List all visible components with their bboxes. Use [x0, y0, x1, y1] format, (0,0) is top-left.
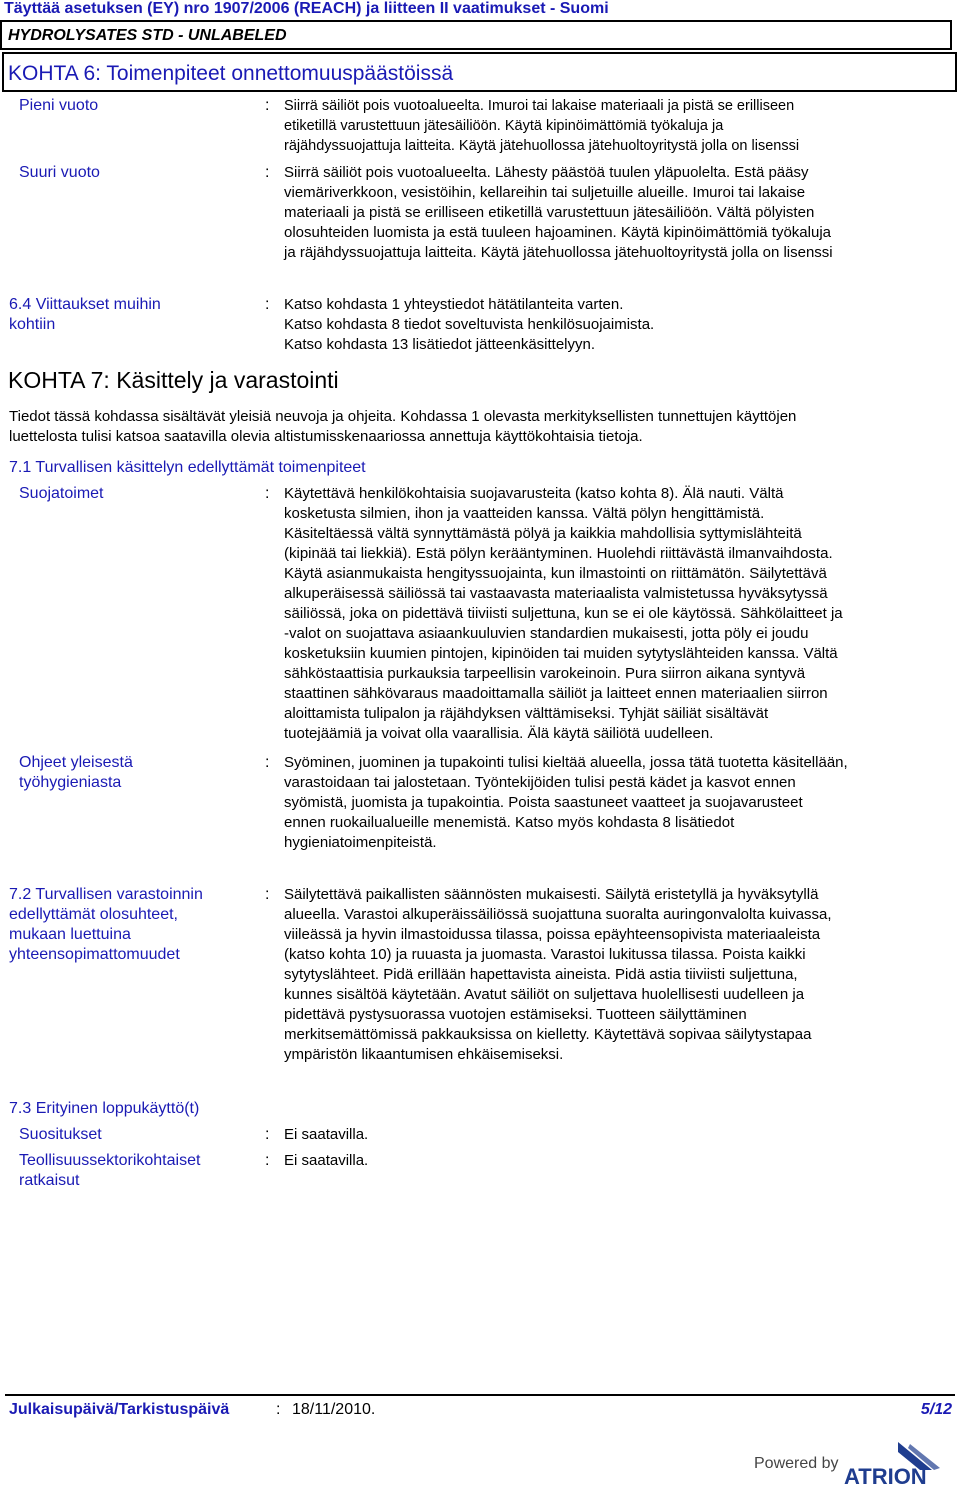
- industry-solutions-label: [19, 1151, 200, 1191]
- hygiene-label: [19, 753, 133, 793]
- large-spill-label: Suuri vuoto: [19, 164, 100, 181]
- storage-conditions-label: [9, 885, 203, 965]
- text-line: -valot on suojattava asiaankuuluvien standardien mukaisesti, jotta pöly ei joudu: [284, 625, 809, 642]
- text-line: Säilytettävä paikallisten säännösten mukaisesti. Säilytä eristetyllä ja hyväksytyllä: [284, 886, 819, 903]
- protective-measures-label: Suojatoimet: [19, 485, 104, 502]
- text-line: Tiedot tässä kohdassa sisältävät yleisiä neuvoja ja ohjeita. Kohdassa 1 olevasta merkityksellisten tunnettujen käyttöjen: [9, 408, 797, 425]
- text-line: Syöminen, juominen ja tupakointi tulisi kieltää alueella, jossa tätä tuotetta käsitellään,: [284, 754, 848, 771]
- industry-label-line: Teollisuussektorikohtaiset: [19, 1152, 201, 1169]
- section-6-title: KOHTA 6: Toimenpiteet onnettomuuspäästöissä: [8, 62, 454, 85]
- section-7-title: KOHTA 7: Käsittely ja varastointi: [8, 367, 339, 393]
- text-line: tuotejäämiä ja voivat olla vaarallisia. Älä käytä säiliötä uudelleen.: [284, 725, 714, 742]
- hygiene-label-line: työhygieniasta: [19, 774, 122, 791]
- text-line: ja räjähdyssuojattuja laitteita. Käytä jätehuollossa jätehuoltoyritystä jolla on lisenssi: [284, 244, 833, 261]
- text-line: viileässä ja hyvin ilmastoidussa tilassa, poissa epäyhteensopivista materiaaleista: [284, 926, 821, 943]
- product-name-banner: HYDROLYSATES STD - UNLABELED: [0, 20, 952, 50]
- text-line: syömistä, juomista ja tupakointia. Poista saastuneet vaatteet ja suojavarusteet: [284, 794, 803, 811]
- industry-label-line: ratkaisut: [19, 1172, 80, 1189]
- atrion-logo: [840, 1440, 955, 1490]
- text-line: räjähdyssuojattuja laitteita. Käytä jätehuollossa jätehuoltoyritystä jolla on lisenssi: [284, 138, 800, 154]
- small-spill-colon: :: [265, 97, 270, 114]
- footer-colon: :: [276, 1401, 281, 1418]
- document-regulation-title: Täyttää asetuksen (EY) nro 1907/2006 (REACH) ja liitteen II vaatimukset - Suomi: [0, 0, 960, 20]
- text-line: ennen ruokailualueille menemistä. Katso myös kohdasta 8 lisätiedot: [284, 814, 735, 831]
- text-line: ympäristön likaantumisen ehkäisemiseksi.: [284, 1046, 564, 1063]
- text-line: Siirrä säiliöt pois vuotoalueelta. Lähesty päästöä tuulen yläpuolelta. Estä pääsy: [284, 164, 809, 181]
- powered-by-text: Powered by: [754, 1455, 839, 1472]
- text-line: pidettävä pystysuorassa vuotojen estämiseksi. Tuotteen säilyttäminen: [284, 1006, 747, 1023]
- protective-measures-text: [284, 484, 954, 744]
- storage-conditions-text: [284, 885, 954, 1065]
- text-line: merkitsemättömissä pakkauksissa on kielletty. Käytettävä sopivaa säilytystapaa: [284, 1026, 812, 1043]
- recommendations-label: Suositukset: [19, 1126, 102, 1143]
- page-number: 5/12: [920, 1401, 952, 1418]
- large-spill-colon: :: [265, 164, 270, 181]
- text-line: kosketuksiin kuumien pintojen, kipinöiden tai muiden sytytyslähteiden kanssa. Vältä: [284, 645, 838, 662]
- text-line: (katso kohta 10) ja ruuasta ja juomasta. Varastoi lukitussa tilassa. Poista kaikki: [284, 946, 806, 963]
- references-label: [9, 295, 161, 335]
- text-line: etiketillä varustettuun jätesäiliöön. Käytä kipinöimättömiä työkaluja ja: [284, 118, 724, 134]
- text-line: olosuhteiden luomista ja estä tuuleen hajoaminen. Käytä kipinöimättömiä työkaluja: [284, 224, 831, 241]
- text-line: kosketusta silmien, ihon ja vaatteiden kanssa. Vältä pölyn hengittämistä.: [284, 505, 765, 522]
- text-line: viemäriverkkoon, vesistöihin, kellareihin tai suljetuille alueille. Imuroi tai lakaise: [284, 184, 806, 201]
- text-line: säiliössä, joka on pidettävä tiiviisti suljettuna, kun se ei ole käytössä. Sähkölaitteet ja: [284, 605, 843, 622]
- recommendations-colon: :: [265, 1126, 270, 1143]
- text-line: alkuperäisessä säiliössä tai vastaavasta materiaalista valmistetussa hyväksytyssä: [284, 585, 828, 602]
- hygiene-colon: :: [265, 754, 270, 771]
- text-line: sytytyslähteet. Pidä erillään hapettavista aineista. Pidä astia tiiviisti suljettuna,: [284, 966, 798, 983]
- storage-label-line: edellyttämät olosuhteet,: [9, 906, 178, 923]
- subsection-7-3-title: 7.3 Erityinen loppukäyttö(t): [9, 1100, 200, 1117]
- protective-measures-colon: :: [265, 485, 270, 502]
- text-line: materiaali ja pistä se erilliseen etiketillä varustettuun jätesäiliöön. Vältä pölyisten: [284, 204, 815, 221]
- text-line: staattinen sähkövaraus maadoittamalla säiliöt ja laitteet ennen materiaalien siirron: [284, 685, 828, 702]
- references-colon: :: [265, 296, 270, 313]
- text-line: Katso kohdasta 1 yhteystiedot hätätilanteita varten.: [284, 296, 624, 313]
- storage-label-line: mukaan luettuina: [9, 926, 131, 943]
- section-7-intro: [9, 407, 949, 447]
- text-line: kunnes sisältöä käytetään. Avatut säiliöt on suljettava huolellisesti uudelleen ja: [284, 986, 805, 1003]
- text-line: sähköstaattisia purkauksia tarpeellisin varokeinoin. Pura siirron aikana syntyvä: [284, 665, 806, 682]
- text-line: varastoidaan tai jalostetaan. Työntekijöiden tulisi pestä kädet ja kasvot ennen: [284, 774, 796, 791]
- logo-wordmark: ATRION: [844, 1464, 927, 1489]
- small-spill-label: Pieni vuoto: [19, 97, 99, 114]
- text-line: alueella. Varastoi alkuperäissäiliössä suojattuna suoralta auringonvalolta kuivassa,: [284, 906, 832, 923]
- hygiene-text: [284, 753, 954, 853]
- footer-date: 18/11/2010.: [292, 1401, 376, 1418]
- small-spill-text: [284, 96, 954, 156]
- large-spill-text: [284, 163, 954, 263]
- storage-colon: :: [265, 886, 270, 903]
- text-line: (kipinää tai liekkiä). Estä pölyn kerääntyminen. Huolehdi riittävästä ilmanvaihdosta.: [284, 545, 833, 562]
- references-text: [284, 295, 954, 355]
- text-line: Käytettävä henkilökohtaisia suojavarusteita (katso kohta 8). Älä nauti. Vältä: [284, 485, 784, 502]
- text-line: aloittamista tulipalon ja räjähdyksen välttämiseksi. Tyhjät säiliät sisältävät: [284, 705, 769, 722]
- text-line: luettelosta tulisi katsoa saatavilla olevia altistumisskenaariossa annettuja käyttökohtaisia tietoja.: [9, 428, 643, 445]
- industry-solutions-value: Ei saatavilla.: [284, 1152, 369, 1169]
- text-line: Katso kohdasta 13 lisätiedot jätteenkäsittelyyn.: [284, 336, 596, 353]
- text-line: Siirrä säiliöt pois vuotoalueelta. Imuroi tai lakaise materiaali ja pistä se erilliseen: [284, 98, 795, 114]
- footer-divider: [5, 1394, 955, 1396]
- subsection-7-1-title: 7.1 Turvallisen käsittelyn edellyttämät toimenpiteet: [9, 459, 366, 476]
- text-line: Käytä asianmukaista hengityssuojainta, kun ilmastointi on riittämätön. Säilytettävä: [284, 565, 827, 582]
- text-line: hygieniatoimenpiteistä.: [284, 834, 437, 851]
- references-label-line: 6.4 Viittaukset muihin: [9, 296, 161, 313]
- references-label-line: kohtiin: [9, 316, 56, 333]
- hygiene-label-line: Ohjeet yleisestä: [19, 754, 133, 771]
- industry-colon: :: [265, 1152, 270, 1169]
- recommendations-value: Ei saatavilla.: [284, 1126, 369, 1143]
- footer-date-label: Julkaisupäivä/Tarkistuspäivä: [9, 1401, 230, 1418]
- text-line: Katso kohdasta 8 tiedot soveltuvista henkilösuojaimista.: [284, 316, 655, 333]
- storage-label-line: yhteensopimattomuudet: [9, 946, 180, 963]
- storage-label-line: 7.2 Turvallisen varastoinnin: [9, 886, 203, 903]
- text-line: Käsiteltäessä vältä synnyttämästä pölyä ja kaikkia mahdollisia syttymislähteitä: [284, 525, 802, 542]
